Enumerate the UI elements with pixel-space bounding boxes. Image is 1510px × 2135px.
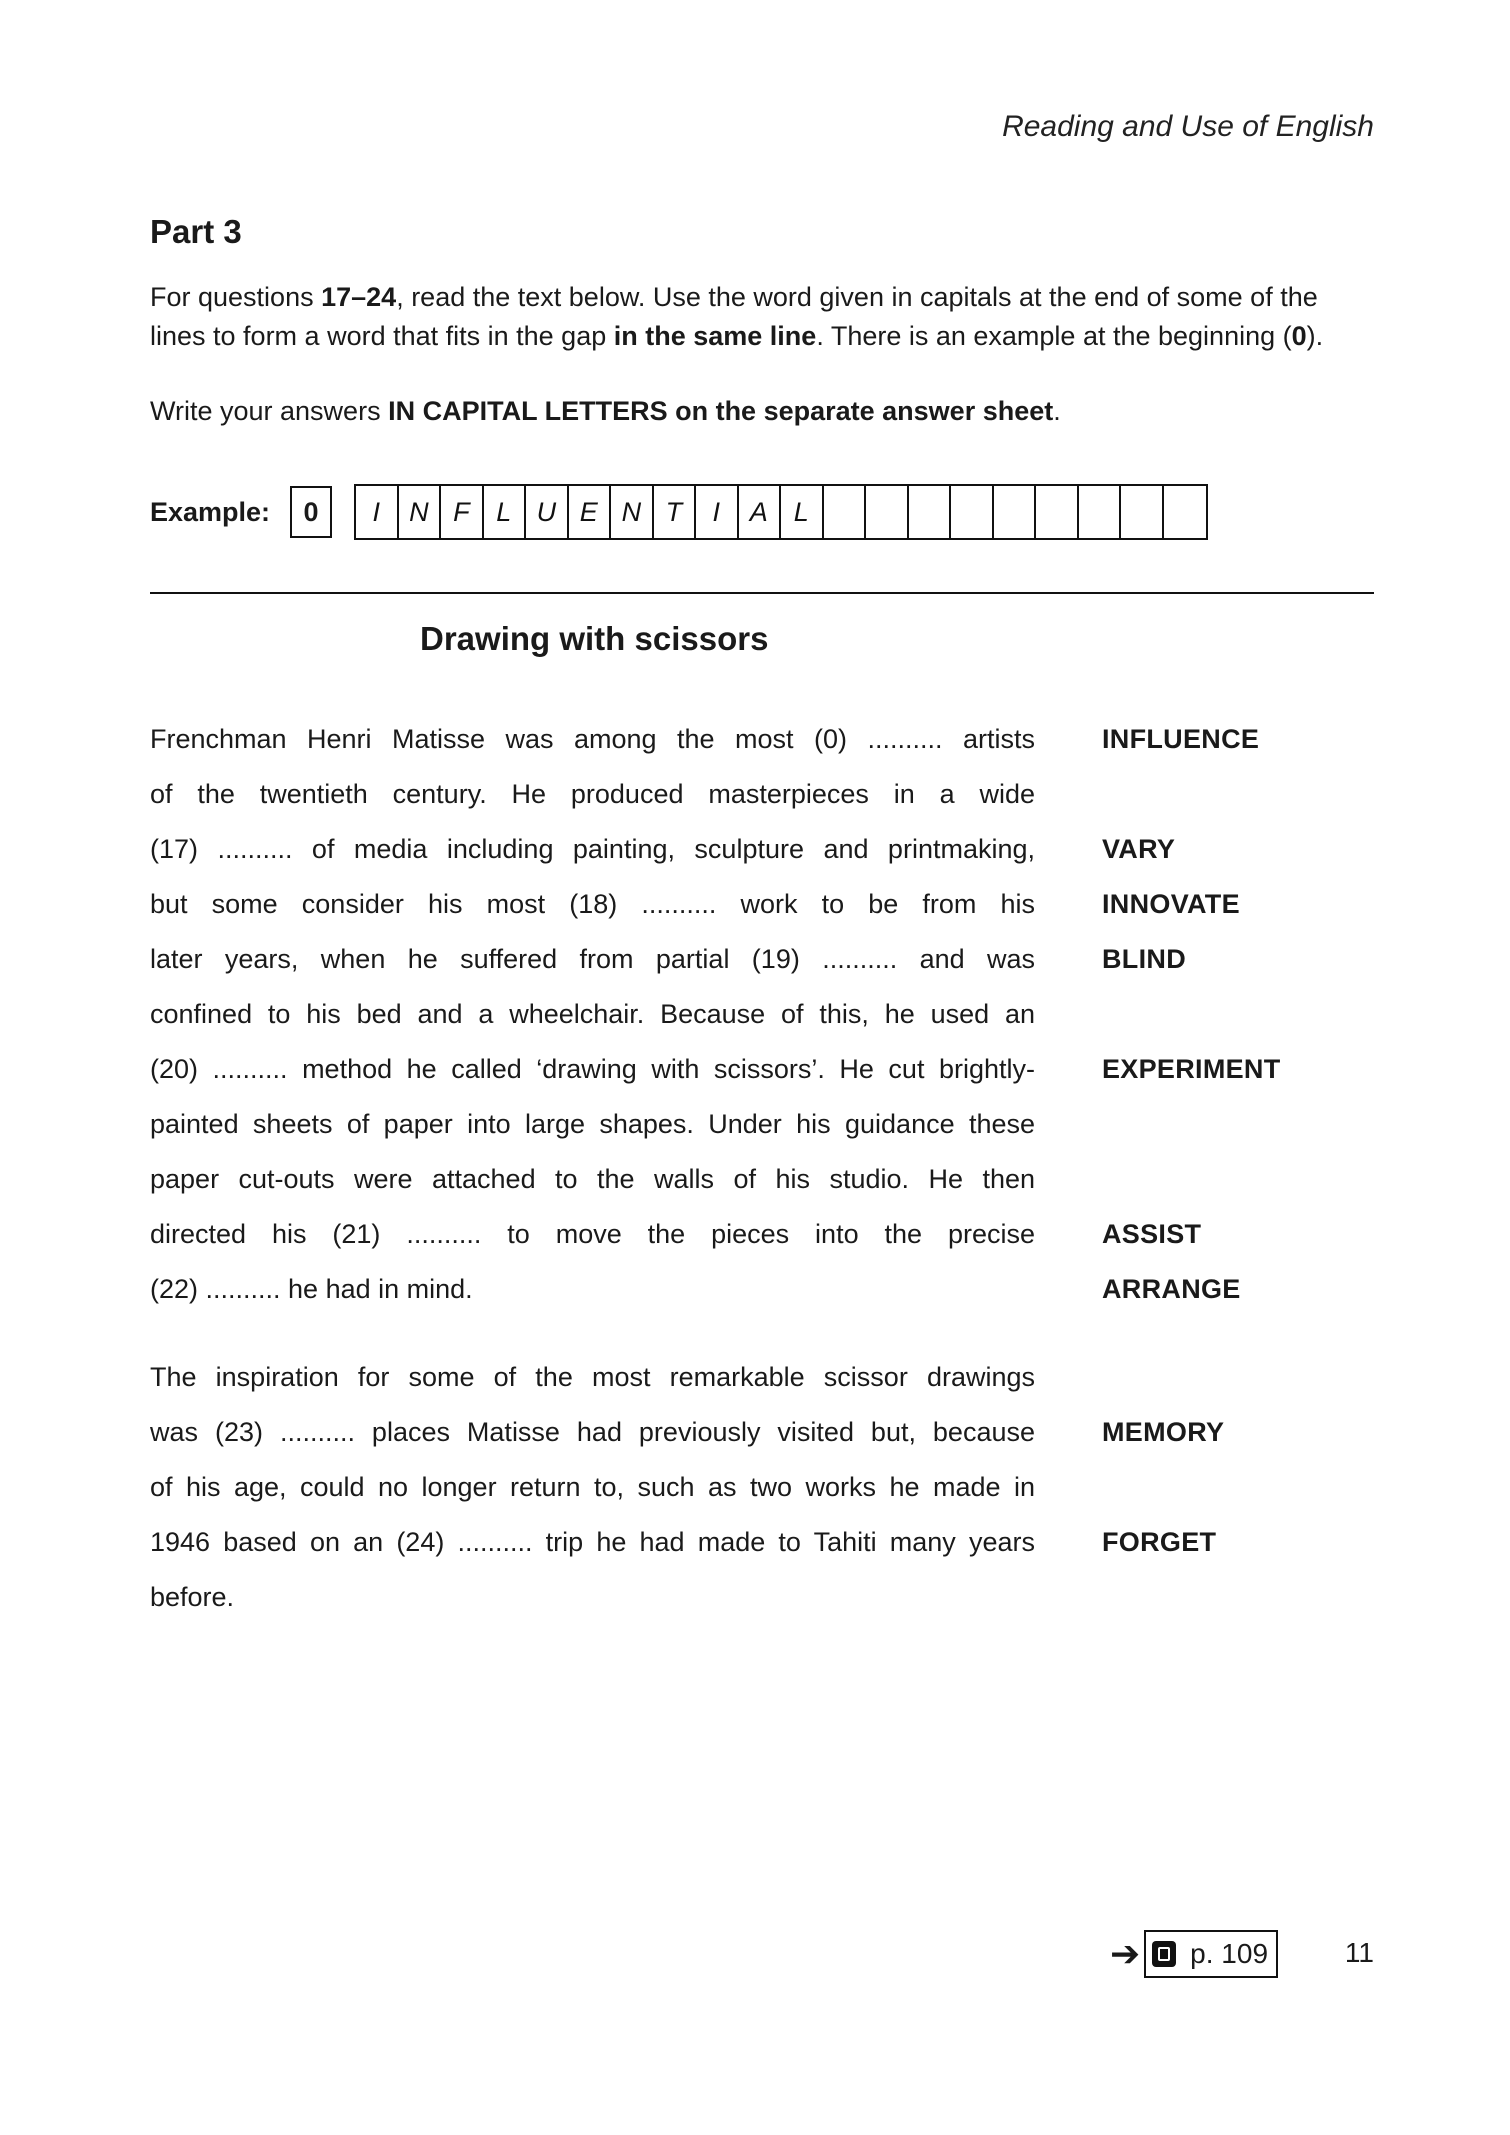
letter-box: U (526, 486, 569, 538)
passage-line (150, 932, 1370, 987)
stem-word: INNOVATE (1102, 889, 1240, 919)
passage-line (150, 767, 1370, 822)
passage-line (150, 822, 1370, 877)
stem-word: FORGET (1102, 1527, 1217, 1557)
letter-box: N (611, 486, 654, 538)
passage-line (150, 1262, 1370, 1317)
passage-line (150, 1515, 1370, 1570)
part-title: Part 3 (150, 213, 242, 250)
passage-text: 1946 based on an (24) .......... trip he had made to Tahiti many years (150, 1527, 1035, 1557)
passage (150, 712, 1370, 1625)
passage-line (150, 987, 1370, 1042)
letter-box: L (484, 486, 527, 538)
answer-key-reference (1110, 1930, 1278, 1978)
letter-box (1121, 486, 1164, 538)
letter-box (994, 486, 1037, 538)
section-header: Reading and Use of English (1002, 110, 1374, 143)
letter-box: E (569, 486, 612, 538)
passage-text: (20) .......... method he called ‘drawing with scissors’. He cut brightly- (150, 1054, 1035, 1084)
stem-word: BLIND (1102, 944, 1186, 974)
passage-text: directed his (21) .......... to move the pieces into the precise (150, 1219, 1035, 1249)
passage-text: of his age, could no longer return to, such as two works he made in (150, 1472, 1035, 1502)
passage-text: Frenchman Henri Matisse was among the most (0) .......... artists (150, 724, 1035, 754)
paragraph-gap (150, 1317, 1370, 1350)
passage-line (150, 1152, 1370, 1207)
passage-line (150, 1460, 1370, 1515)
instruction-paragraph-1: For questions 17–24, read the text below. Use the word given in capitals at the end of some of the lines to form a word that fits in the gap in the same line. There is an example at the beginning (0). (150, 282, 1324, 351)
passage-text: of the twentieth century. He produced masterpieces in a wide (150, 779, 1035, 809)
stem-word: ASSIST (1102, 1219, 1202, 1249)
instructions (150, 278, 1380, 467)
letter-box: N (399, 486, 442, 538)
example-number-box: 0 (290, 486, 332, 538)
letter-box (824, 486, 867, 538)
passage-line (150, 1405, 1370, 1460)
example-row (150, 483, 1208, 541)
letter-box: I (696, 486, 739, 538)
passage-line (150, 877, 1370, 932)
passage-line (150, 1207, 1370, 1262)
passage-text: The inspiration for some of the most remarkable scissor drawings (150, 1362, 1035, 1392)
stem-word: EXPERIMENT (1102, 1054, 1281, 1084)
letter-box: F (441, 486, 484, 538)
example-label: Example: (150, 496, 271, 527)
divider (150, 592, 1374, 594)
letter-box (951, 486, 994, 538)
letter-box (1164, 486, 1207, 538)
passage-line (150, 1350, 1370, 1405)
book-icon (1152, 1941, 1176, 1967)
stem-word: MEMORY (1102, 1417, 1225, 1447)
reference-page: p. 109 (1190, 1938, 1269, 1969)
text-title: Drawing with scissors (420, 620, 769, 657)
letter-box (866, 486, 909, 538)
passage-text: (17) .......... of media including painting, sculpture and printmaking, (150, 834, 1035, 864)
passage-text: but some consider his most (18) .......... work to be from his (150, 889, 1035, 919)
letter-box (1036, 486, 1079, 538)
stem-word: VARY (1102, 834, 1176, 864)
passage-text: before. (150, 1582, 235, 1612)
passage-text: paper cut-outs were attached to the walls of his studio. He then (150, 1164, 1035, 1194)
passage-text: later years, when he suffered from partial (19) .......... and was (150, 944, 1035, 974)
instruction-paragraph-2: Write your answers IN CAPITAL LETTERS on the separate answer sheet. (150, 396, 1061, 426)
arrow-icon: ➔ (1110, 1933, 1141, 1974)
letter-box: L (781, 486, 824, 538)
passage-line (150, 712, 1370, 767)
letter-box: T (654, 486, 697, 538)
stem-word: ARRANGE (1102, 1274, 1241, 1304)
passage-line (150, 1097, 1370, 1152)
letter-box (1079, 486, 1122, 538)
passage-line (150, 1042, 1370, 1097)
letter-box (909, 486, 952, 538)
passage-text: painted sheets of paper into large shapes. Under his guidance these (150, 1109, 1035, 1139)
passage-text: (22) .......... he had in mind. (150, 1274, 473, 1304)
passage-line (150, 1570, 1370, 1625)
example-answer-boxes (354, 484, 1208, 540)
page-number: 11 (1344, 1937, 1374, 1968)
passage-text: confined to his bed and a wheelchair. Because of this, he used an (150, 999, 1035, 1029)
letter-box: I (356, 486, 399, 538)
passage-text: was (23) .......... places Matisse had previously visited but, because (150, 1417, 1035, 1447)
reference-box (1144, 1930, 1278, 1978)
stem-word: INFLUENCE (1102, 724, 1260, 754)
letter-box: A (739, 486, 782, 538)
